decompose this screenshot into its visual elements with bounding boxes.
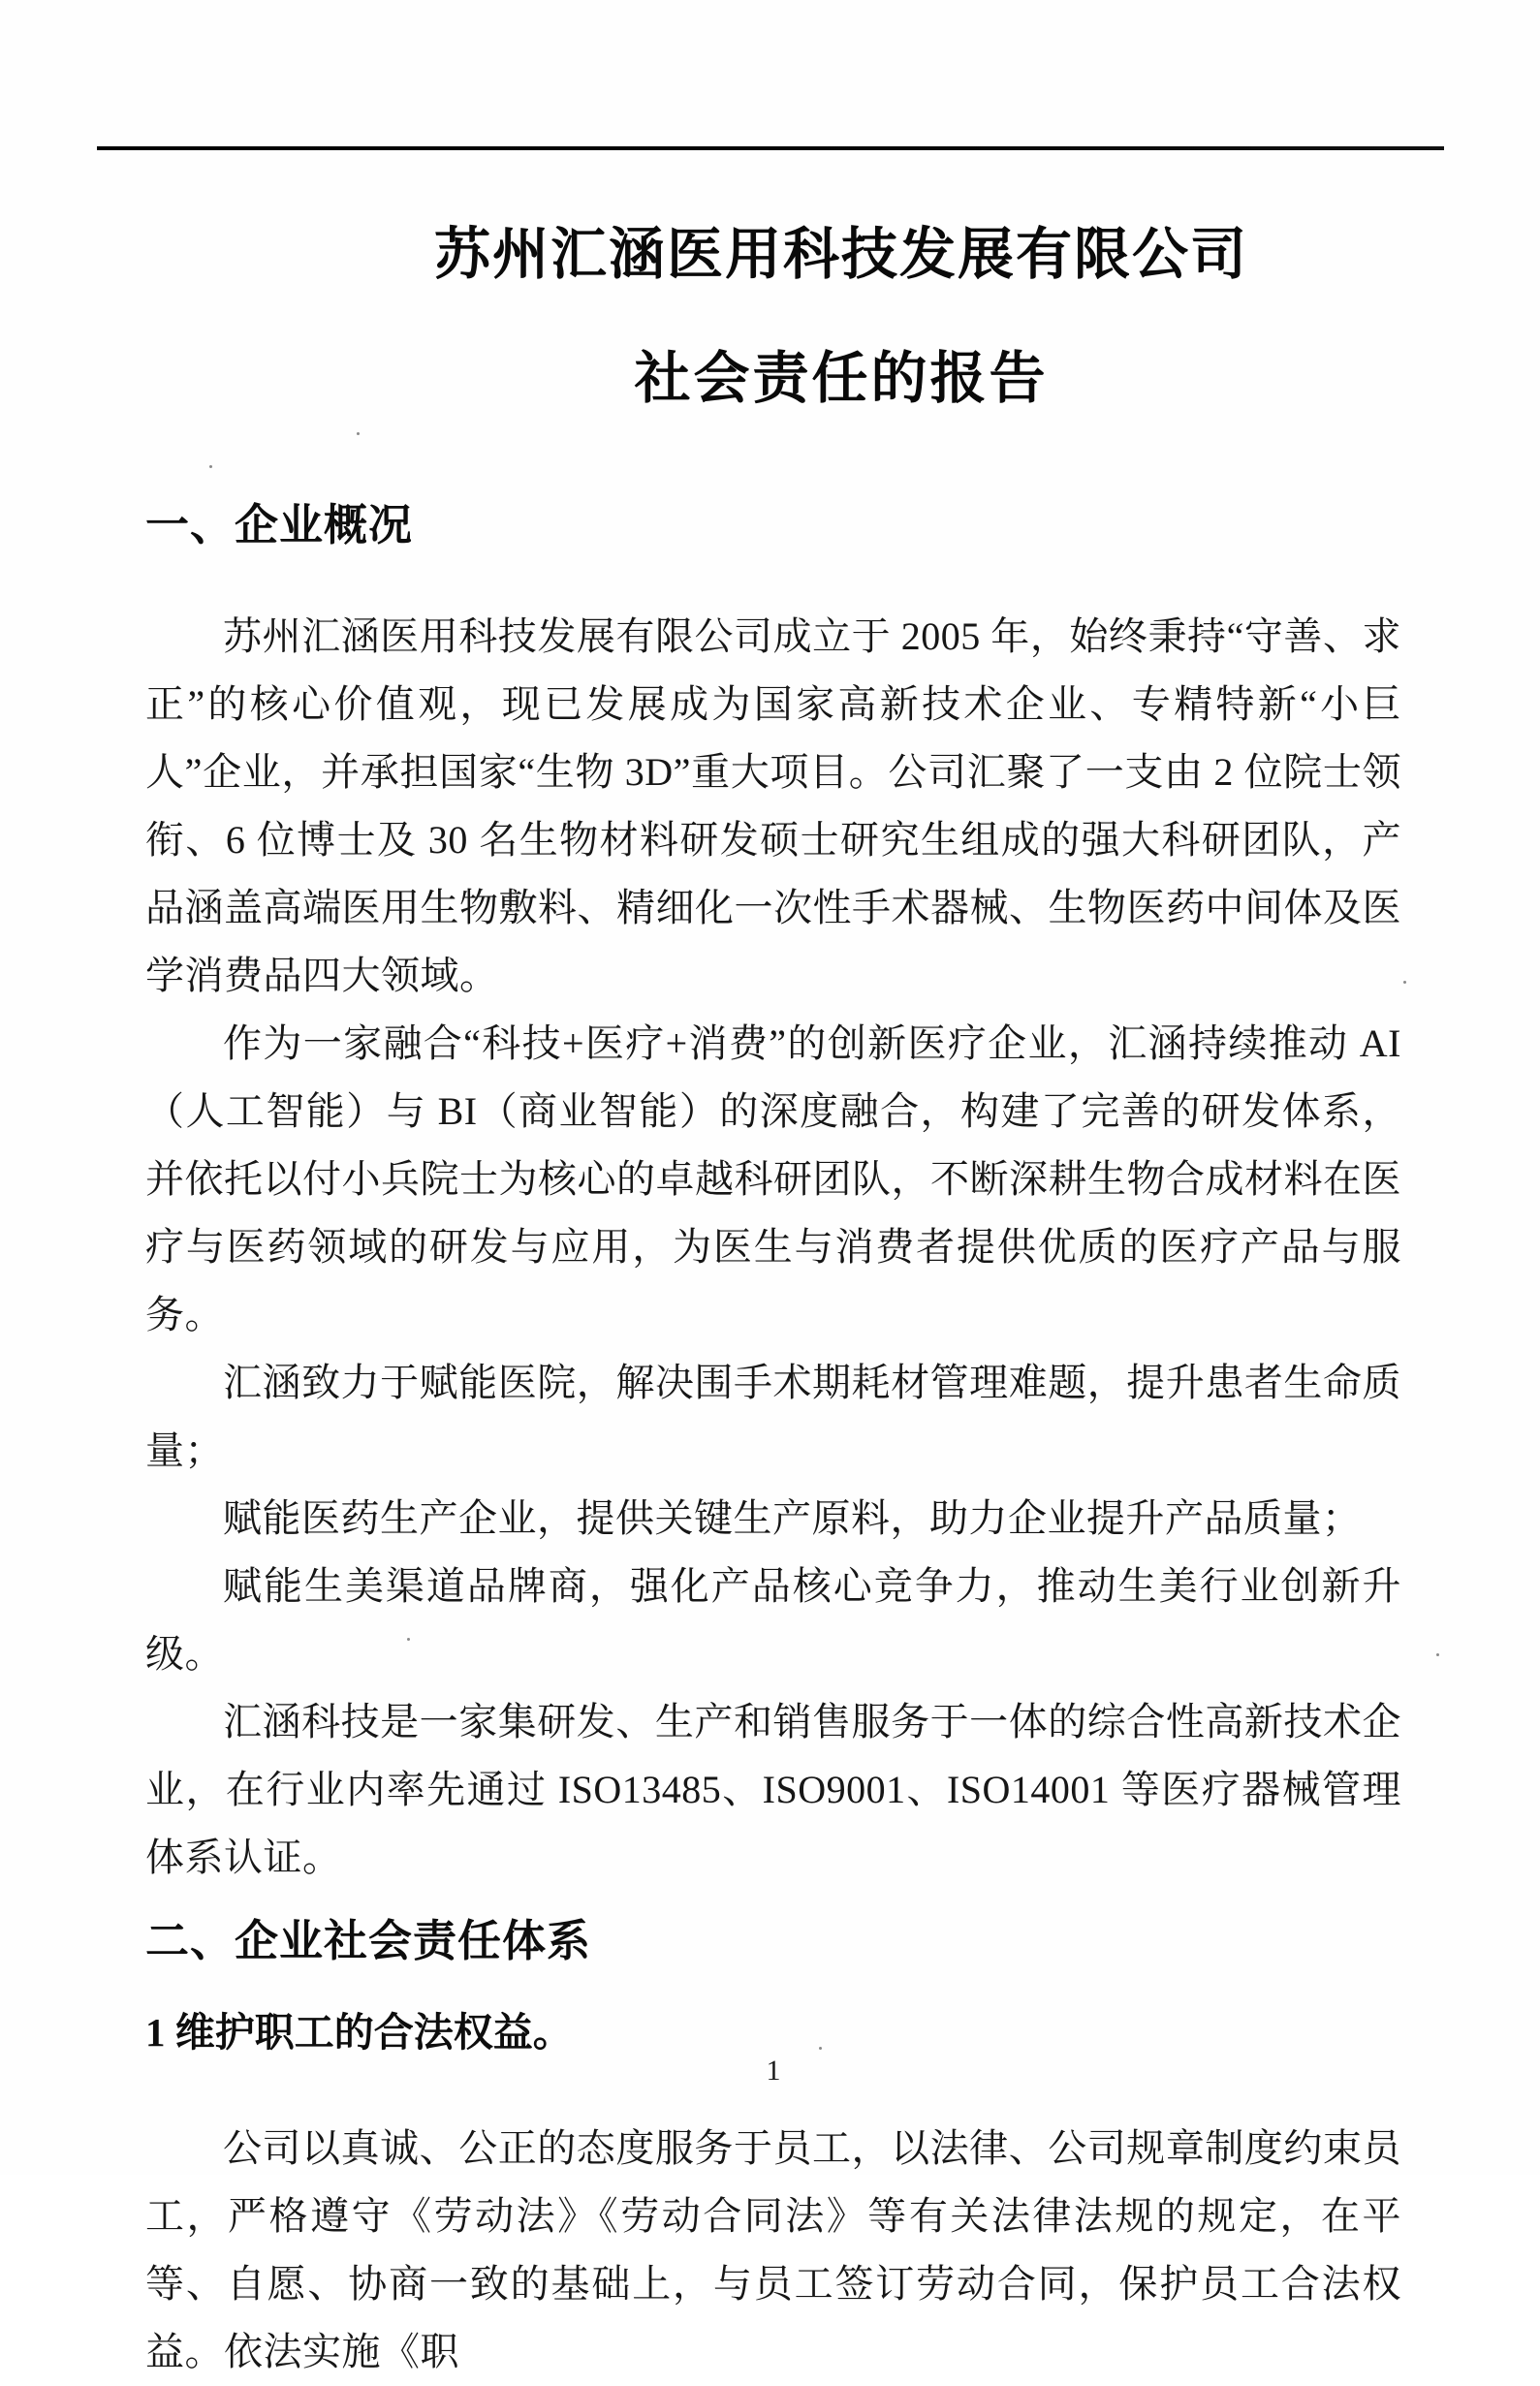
scan-speck (819, 2047, 822, 2050)
document-body (145, 0, 1401, 2386)
scan-speck (1403, 981, 1406, 984)
subsection-heading-employee-rights: 1 维护职工的合法权益。 (145, 2010, 573, 2055)
scan-speck (209, 465, 212, 468)
paragraph-tech-medical-consumer: 作为一家融合“科技+医疗+消费”的创新医疗企业，汇涵持续推动 AI（人工智能）与 BI（商业智能）的深度融合，构建了完善的研发体系，并依托以付小兵院士为核心的卓越科研团队，不断深耕生物合成材料在医疗与医药领域的研发与应用，为医生与消费者提供优质的医疗产品与服务。 (145, 1021, 1401, 1336)
paragraph-certifications: 汇涵科技是一家集研发、生产和销售服务于一体的综合性高新技术企业，在行业内率先通过 ISO13485、ISO9001、ISO14001 等医疗器械管理体系认证。 (145, 1700, 1401, 1879)
section-heading-company-overview: 一、企业概况 (145, 501, 414, 549)
scan-speck (1436, 1653, 1439, 1656)
document-subtitle: 社会责任的报告 (634, 347, 1049, 410)
paragraph-empower-pharma: 赋能医药生产企业，提供关键生产原料，助力企业提升产品质量； (223, 1496, 1362, 1540)
paragraph-empower-beauty-channel: 赋能生美渠道品牌商，强化产品核心竞争力，推动生美行业创新升级。 (145, 1564, 1401, 1676)
scan-speck (407, 1638, 410, 1641)
paragraph-company-intro: 苏州汇涵医用科技发展有限公司成立于 2005 年，始终秉持“守善、求正”的核心价值观，现已发展成为国家高新技术企业、专精特新“小巨人”企业，并承担国家“生物 3D”重大项目。公司汇聚了一支由 2 位院士领衔、6 位博士及 30 名生物材料研发硕士研究生组成的强大科研团队，产品涵盖高端医用生物敷料、精细化一次性手术器械、生物医药中间体及医学消费品四大领域。 (145, 614, 1401, 997)
document-title: 苏州汇涵医用科技发展有限公司 (433, 223, 1248, 286)
page-number: 1 (766, 2055, 781, 2087)
paragraph-empower-hospitals: 汇涵致力于赋能医院，解决围手术期耗材管理难题，提升患者生命质量； (145, 1361, 1401, 1472)
paragraph-employee-rights: 公司以真诚、公正的态度服务于员工，以法律、公司规章制度约束员工，严格遵守《劳动法》《劳动合同法》等有关法律法规的规定，在平等、自愿、协商一致的基础上，与员工签订劳动合同，保护员工合法权益。依法实施《职 (145, 2126, 1401, 2373)
scan-speck (357, 432, 360, 435)
section-heading-csr-system: 二、企业社会责任体系 (145, 1917, 592, 1965)
